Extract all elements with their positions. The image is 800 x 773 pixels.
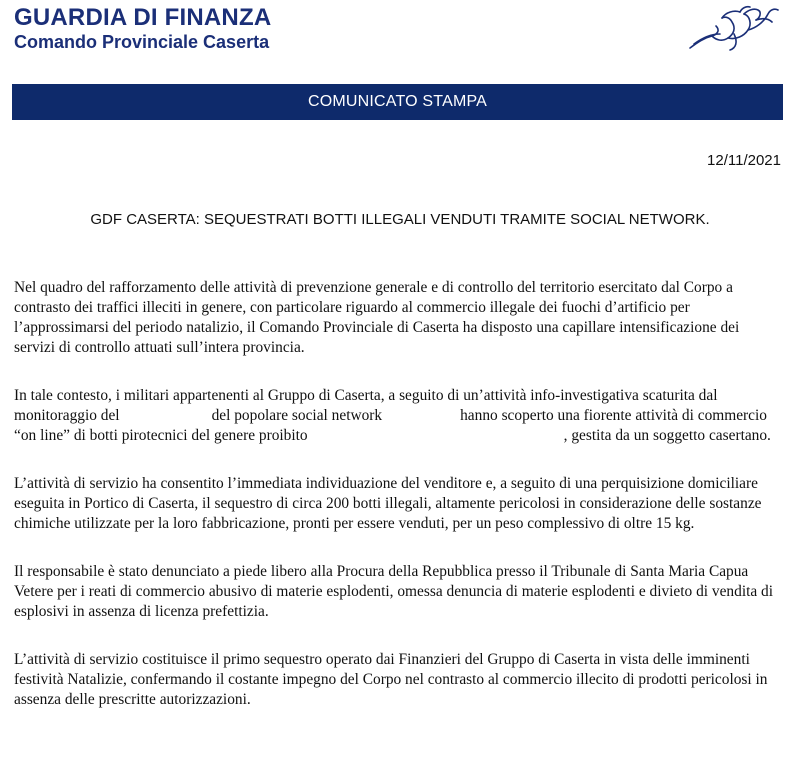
paragraph-2-part-d: , gestita da un soggetto casertano. [563, 427, 771, 444]
paragraph-2 [14, 386, 784, 446]
banner-label: COMUNICATO STAMPA [307, 93, 488, 110]
org-subtitle: Comando Provinciale Caserta [14, 32, 270, 52]
paragraph-3: L’attività di servizio ha consentito l’immediata individuazione del venditore e, a seguito di una perquisizione domiciliare eseguita in Portico di Caserta, il sequestro di circa 200 botti illegali, altamente pericolosi in considerazione delle sostanze chimiche utilizzate per la loro fabbricazione, pronti per essere venduti, per un peso complessivo di oltre 15 kg. [14, 475, 762, 532]
headline: GDF CASERTA: SEQUESTRATI BOTTI ILLEGALI VENDUTI TRAMITE SOCIAL NETWORK. [90, 211, 710, 228]
paragraph-1: Nel quadro del rafforzamento delle attività di prevenzione generale e di controllo del territorio esercitato dal Corpo a contrasto dei traffici illeciti in genere, con particolare riguardo al commercio illegale dei fuochi d’artificio per l’approssimarsi del periodo natalizio, il Comando Provinciale di Caserta ha disposto una capillare intensificazione dei servizi di controllo attuati sull’intera provincia. [14, 279, 740, 356]
griffin-logo-icon [686, 4, 782, 52]
org-title: GUARDIA DI FINANZA [14, 4, 272, 31]
article-body [14, 278, 784, 738]
release-date: 12/11/2021 [707, 152, 781, 169]
paragraph-4: Il responsabile è stato denunciato a piede libero alla Procura della Repubblica presso il Tribunale di Santa Maria Capua Vetere per i reati di commercio abusivo di materie esplodenti, omessa denuncia di materie esplodenti e divieto di vendita di esplosivi in assenza di licenza prefettizia. [14, 563, 774, 620]
press-release-banner [12, 84, 783, 120]
paragraph-2-part-a: In tale contesto, i militari appartenenti al Gruppo di Caserta, a seguito di un’attività info-investigativa scaturita dal monitoraggio del [14, 387, 718, 424]
paragraph-5: L’attività di servizio costituisce il primo sequestro operato dai Finanzieri del Gruppo di Caserta in vista delle imminenti festività Natalizie, confermando il costante impegno del Corpo nel contrasto al commercio illecito di prodotti pericolosi in assenza delle prescritte autorizzazioni. [14, 651, 768, 708]
paragraph-2-part-b: del popolare social network [211, 407, 383, 424]
paragraph-2-part-c: hanno scoperto una fiorente attività di commercio “on line” di botti pirotecnici del genere proibito [14, 407, 767, 444]
